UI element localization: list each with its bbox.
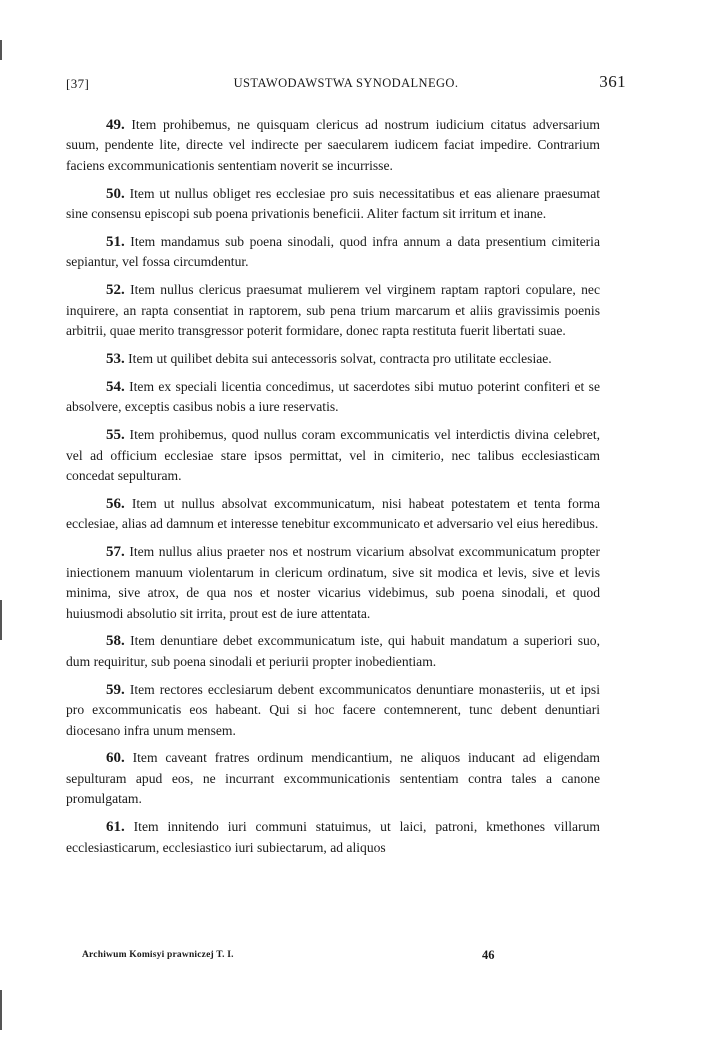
footer-series-title: Archiwum Komisyi prawniczej T. I.	[82, 950, 234, 960]
running-header	[66, 72, 626, 96]
paragraph-text: Item nullus clericus praesumat mulierem vel virginem raptam raptori copulare, nec inquirere, an rapta consentiat in raptorem, sub pena trium marcarum et aliis gravissimis poenis arbitrii, quae merito transgressor poterit formidare, donec rapta restituta fuerit libertati suae.	[66, 282, 600, 339]
paragraph	[66, 232, 600, 273]
paragraph-text: Item nullus alius praeter nos et nostrum vicarium absolvat excommunicatum propter iniectionem manuum violentarum in clericum ordinatum, sive sit modica et levis, sive et levis minima, sive atrox, de qua nos et noster vicarius videbimus, sub poena sinodali, et quod huiusmodi absolutio sit irrita, prout est de iure attentata.	[66, 544, 600, 621]
paragraph-text: Item mandamus sub poena sinodali, quod infra annum a data presentium cimiteria sepiantur, vel fossa circumdentur.	[66, 234, 600, 270]
paragraph	[66, 115, 600, 176]
page-footer	[82, 948, 542, 964]
paragraph-number: 61.	[106, 819, 125, 836]
paragraph-text: Item innitendo iuri communi statuimus, ut laici, patroni, kmethones villarum ecclesiasticarum, ecclesiastico iuri subiectarum, ad aliquos	[66, 819, 600, 855]
paragraph	[66, 280, 600, 341]
paragraph-number: 51.	[106, 234, 125, 251]
paragraph	[66, 631, 600, 672]
scan-edge-mark	[0, 990, 2, 1030]
document-body	[66, 115, 600, 866]
paragraph	[66, 817, 600, 858]
signature-mark: 46	[482, 948, 495, 962]
paragraph-number: 54.	[106, 378, 125, 395]
paragraph	[66, 542, 600, 624]
paragraph-text: Item ex speciali licentia concedimus, ut sacerdotes sibi mutuo poterint confiteri et se absolvere, exceptis casibus nobis a iure reservatis.	[66, 378, 600, 415]
header-title: USTAWODAWSTWA SYNODALNEGO.	[233, 76, 459, 90]
paragraph-number: 59.	[106, 681, 125, 698]
paragraph	[66, 748, 600, 809]
paragraph-text: Item prohibemus, quod nullus coram excommunicatis vel interdictis divina celebret, vel ad officium ecclesiae stare ipsos permittat, vel in cimiterio, nec talibus ecclesiasticam concedat sepulturam.	[66, 427, 600, 484]
paragraph-text: Item ut quilibet debita sui antecessoris solvat, contracta pro utilitate ecclesiae.	[128, 351, 552, 367]
paragraph	[66, 349, 600, 369]
paragraph-text: Item ut nullus absolvat excommunicatum, nisi habeat potestatem et tenta forma ecclesiae, alias ad damnum et interesse tenebitur excommunicato et adversario vel eius heredibus.	[66, 496, 601, 532]
paragraph-text: Item denuntiare debet excommunicatum iste, qui habuit mandatum a superiori suo, dum requiritur, sub poena sinodali et periurii propter inobedientiam.	[66, 633, 600, 669]
paragraph-number: 60.	[106, 750, 125, 767]
paragraph-number: 58.	[106, 633, 125, 650]
paragraph-number: 53.	[106, 351, 125, 368]
header-section-number: [37]	[66, 76, 90, 91]
paragraph-text: Item prohibemus, ne quisquam clericus ad nostrum iudicium citatus adversarium suum, pendente lite, directe vel indirecte per saecularem iudicem faciat impedire. Contrarium faciens excommunicationis sententiam noverit se incurrisse.	[66, 117, 600, 173]
paragraph-number: 50.	[106, 185, 125, 202]
paragraph	[66, 494, 600, 535]
paragraph-number: 49.	[106, 117, 125, 133]
scan-edge-mark	[0, 600, 2, 640]
paragraph-text: Item rectores ecclesiarum debent excommunicatos denuntiare monasteriis, ut et ipsi pro excommunicatis eos habeant. Qui si hoc facere contemnerent, tunc debent denuntiari diocesano infra unum mensem.	[66, 681, 600, 738]
scan-edge-mark	[0, 40, 2, 60]
paragraph	[66, 425, 600, 486]
paragraph	[66, 184, 600, 225]
paragraph-number: 57.	[106, 544, 125, 561]
paragraph-number: 55.	[106, 427, 125, 444]
paragraph	[66, 680, 600, 741]
page-number: 361	[599, 72, 626, 91]
paragraph-text: Item ut nullus obliget res ecclesiae pro suis necessitatibus et eas alienare praesumat sine consensu episcopi sub poena privationis beneficii. Aliter factum sit irritum et inane.	[66, 185, 601, 222]
paragraph	[66, 377, 600, 418]
paragraph-text: Item caveant fratres ordinum mendicantium, ne aliquos inducant ad eligendam sepulturam apud eos, ne incurrant excommunicationis sententiam contra tales a canone promulgatam.	[66, 750, 600, 807]
paragraph-number: 56.	[106, 496, 125, 512]
paragraph-number: 52.	[106, 282, 125, 299]
